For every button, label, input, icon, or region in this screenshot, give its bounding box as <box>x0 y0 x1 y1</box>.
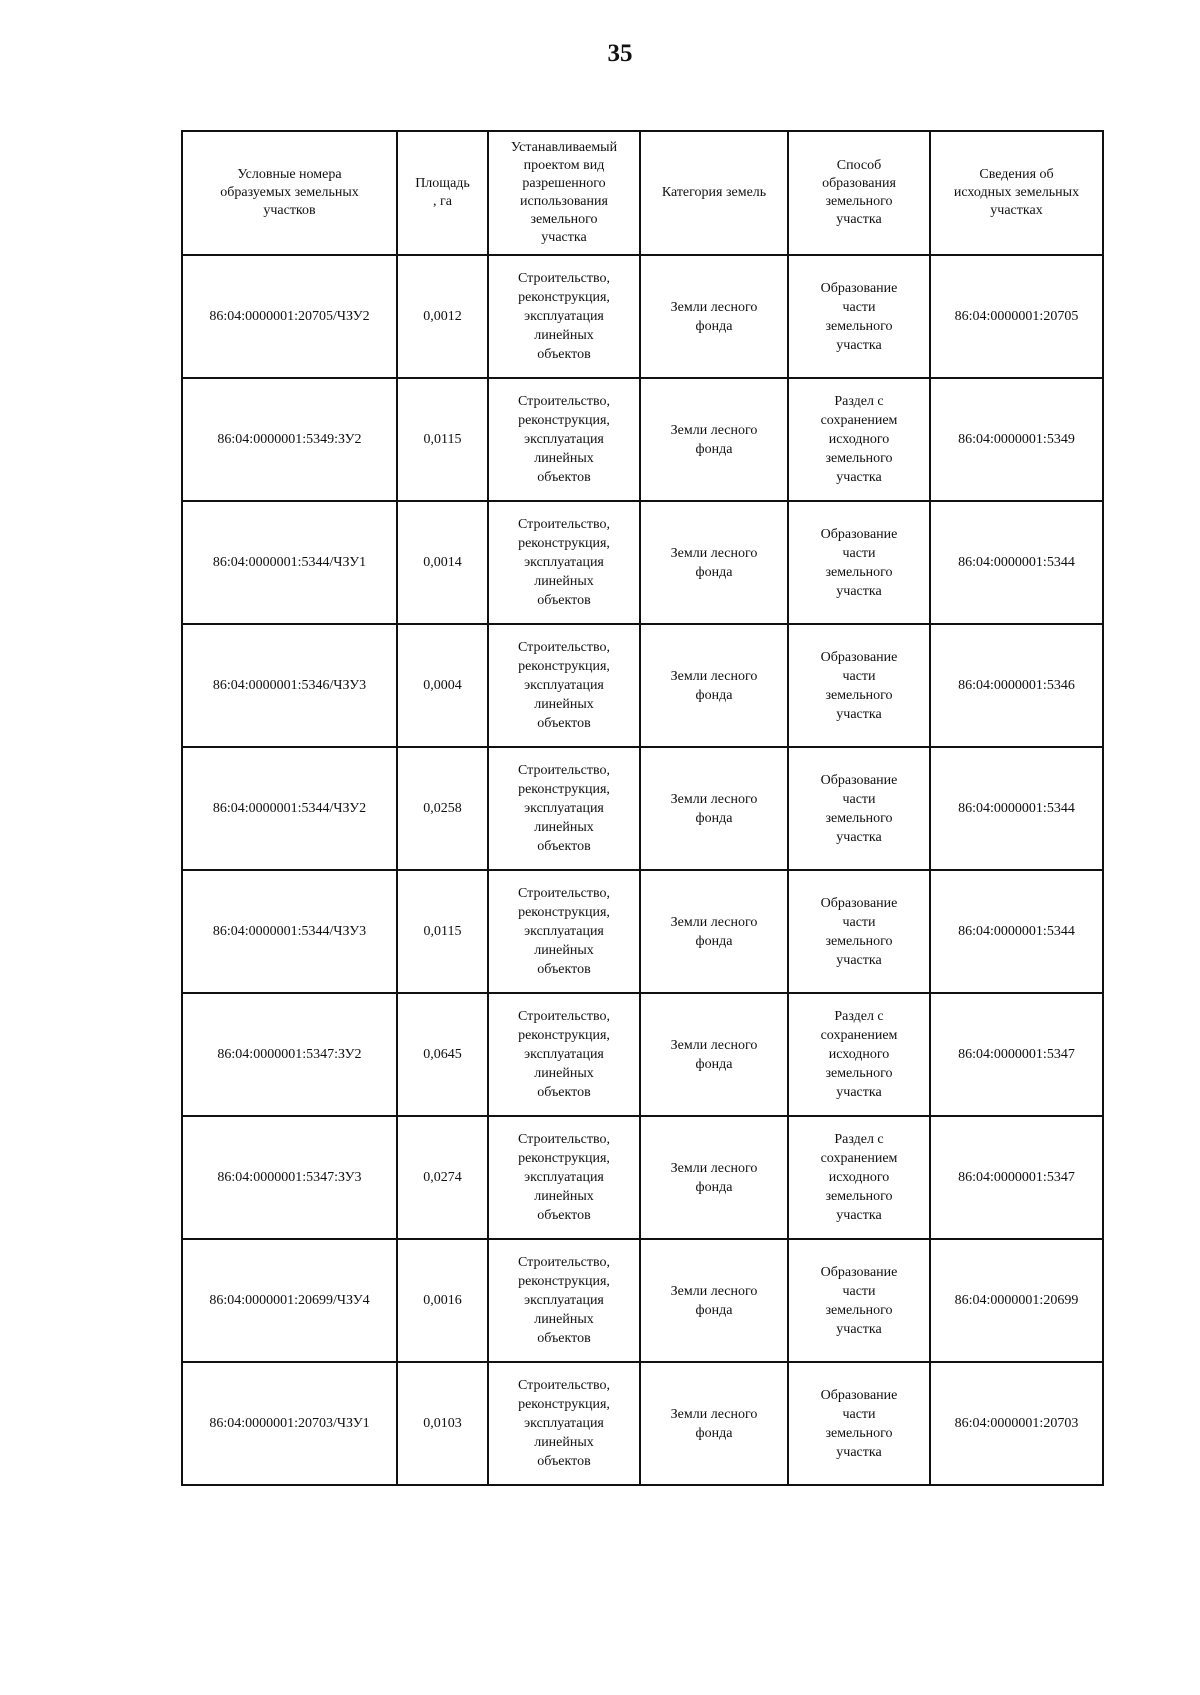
cell-formation-method: Образование части земельного участка <box>788 747 930 870</box>
cell-permitted-use: Строительство, реконструкция, эксплуатация линейных объектов <box>488 255 640 378</box>
cell-source-plot: 86:04:0000001:5344 <box>930 747 1103 870</box>
cell-formation-method: Раздел с сохранением исходного земельного участка <box>788 1116 930 1239</box>
header-source-plots: Сведения об исходных земельных участках <box>930 131 1103 255</box>
cell-source-plot: 86:04:0000001:5346 <box>930 624 1103 747</box>
cell-land-category: Земли лесного фонда <box>640 624 788 747</box>
table-row <box>182 255 1103 378</box>
cell-source-plot: 86:04:0000001:5347 <box>930 993 1103 1116</box>
table-row <box>182 378 1103 501</box>
cell-plot-number: 86:04:0000001:5349:ЗУ2 <box>182 378 397 501</box>
header-plot-number: Условные номера образуемых земельных участков <box>182 131 397 255</box>
cell-source-plot: 86:04:0000001:20705 <box>930 255 1103 378</box>
cell-source-plot: 86:04:0000001:5344 <box>930 870 1103 993</box>
cell-formation-method: Образование части земельного участка <box>788 1239 930 1362</box>
header-land-category: Категория земель <box>640 131 788 255</box>
cell-source-plot: 86:04:0000001:5349 <box>930 378 1103 501</box>
table-row <box>182 747 1103 870</box>
cell-area: 0,0274 <box>397 1116 488 1239</box>
cell-permitted-use: Строительство, реконструкция, эксплуатация линейных объектов <box>488 1239 640 1362</box>
cell-permitted-use: Строительство, реконструкция, эксплуатация линейных объектов <box>488 993 640 1116</box>
cell-land-category: Земли лесного фонда <box>640 378 788 501</box>
cell-source-plot: 86:04:0000001:20703 <box>930 1362 1103 1485</box>
table-row <box>182 1239 1103 1362</box>
cell-land-category: Земли лесного фонда <box>640 993 788 1116</box>
cell-area: 0,0012 <box>397 255 488 378</box>
cell-plot-number: 86:04:0000001:20703/ЧЗУ1 <box>182 1362 397 1485</box>
cell-formation-method: Образование части земельного участка <box>788 870 930 993</box>
cell-formation-method: Раздел с сохранением исходного земельного участка <box>788 993 930 1116</box>
cell-area: 0,0115 <box>397 870 488 993</box>
cell-land-category: Земли лесного фонда <box>640 1362 788 1485</box>
cell-permitted-use: Строительство, реконструкция, эксплуатация линейных объектов <box>488 870 640 993</box>
cell-source-plot: 86:04:0000001:20699 <box>930 1239 1103 1362</box>
table-row <box>182 1116 1103 1239</box>
cell-land-category: Земли лесного фонда <box>640 501 788 624</box>
cell-area: 0,0014 <box>397 501 488 624</box>
cell-source-plot: 86:04:0000001:5344 <box>930 501 1103 624</box>
cell-land-category: Земли лесного фонда <box>640 747 788 870</box>
cell-plot-number: 86:04:0000001:20705/ЧЗУ2 <box>182 255 397 378</box>
cell-plot-number: 86:04:0000001:5346/ЧЗУ3 <box>182 624 397 747</box>
cell-land-category: Земли лесного фонда <box>640 870 788 993</box>
cell-formation-method: Образование части земельного участка <box>788 501 930 624</box>
cell-land-category: Земли лесного фонда <box>640 1239 788 1362</box>
cell-area: 0,0004 <box>397 624 488 747</box>
land-plots-table <box>181 130 1104 1486</box>
cell-formation-method: Образование части земельного участка <box>788 255 930 378</box>
cell-plot-number: 86:04:0000001:5344/ЧЗУ2 <box>182 747 397 870</box>
table-header-row <box>182 131 1103 255</box>
cell-permitted-use: Строительство, реконструкция, эксплуатация линейных объектов <box>488 501 640 624</box>
table-row <box>182 624 1103 747</box>
cell-plot-number: 86:04:0000001:5347:ЗУ3 <box>182 1116 397 1239</box>
table-row <box>182 993 1103 1116</box>
cell-source-plot: 86:04:0000001:5347 <box>930 1116 1103 1239</box>
cell-area: 0,0115 <box>397 378 488 501</box>
cell-formation-method: Образование части земельного участка <box>788 624 930 747</box>
header-permitted-use: Устанавливаемый проектом вид разрешенного использования земельного участка <box>488 131 640 255</box>
table-row <box>182 501 1103 624</box>
cell-land-category: Земли лесного фонда <box>640 1116 788 1239</box>
cell-plot-number: 86:04:0000001:5347:ЗУ2 <box>182 993 397 1116</box>
cell-permitted-use: Строительство, реконструкция, эксплуатация линейных объектов <box>488 1116 640 1239</box>
cell-plot-number: 86:04:0000001:5344/ЧЗУ1 <box>182 501 397 624</box>
cell-area: 0,0645 <box>397 993 488 1116</box>
cell-permitted-use: Строительство, реконструкция, эксплуатация линейных объектов <box>488 624 640 747</box>
cell-permitted-use: Строительство, реконструкция, эксплуатация линейных объектов <box>488 1362 640 1485</box>
table-row <box>182 1362 1103 1485</box>
cell-area: 0,0103 <box>397 1362 488 1485</box>
header-formation-method: Способ образования земельного участка <box>788 131 930 255</box>
cell-formation-method: Раздел с сохранением исходного земельного участка <box>788 378 930 501</box>
cell-area: 0,0258 <box>397 747 488 870</box>
cell-area: 0,0016 <box>397 1239 488 1362</box>
cell-land-category: Земли лесного фонда <box>640 255 788 378</box>
cell-formation-method: Образование части земельного участка <box>788 1362 930 1485</box>
cell-plot-number: 86:04:0000001:5344/ЧЗУ3 <box>182 870 397 993</box>
table-row <box>182 870 1103 993</box>
cell-plot-number: 86:04:0000001:20699/ЧЗУ4 <box>182 1239 397 1362</box>
cell-permitted-use: Строительство, реконструкция, эксплуатация линейных объектов <box>488 378 640 501</box>
page-number: 35 <box>607 40 633 67</box>
header-area: Площадь , га <box>397 131 488 255</box>
cell-permitted-use: Строительство, реконструкция, эксплуатация линейных объектов <box>488 747 640 870</box>
